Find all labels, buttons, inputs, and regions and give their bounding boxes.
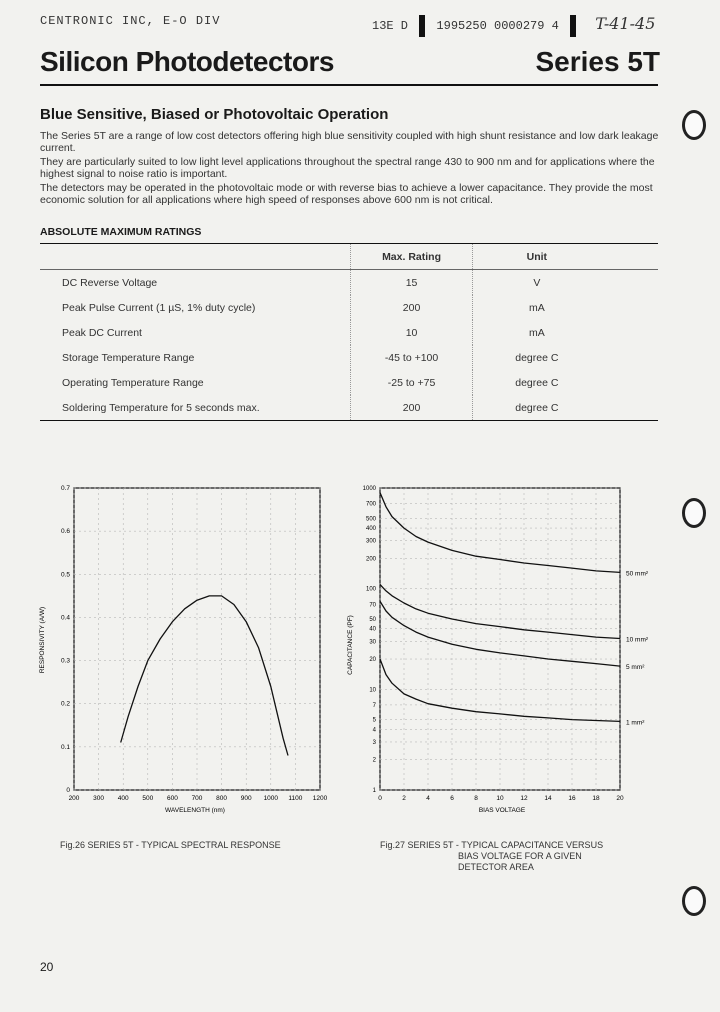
x-tick-label: 2: [402, 795, 406, 802]
y-tick-label: 0.4: [60, 614, 70, 622]
rating-cell: 200: [351, 395, 473, 421]
y-tick-label: 4: [372, 727, 376, 734]
x-tick-label: 6: [450, 795, 454, 802]
table-header-row: [40, 244, 658, 270]
unit-cell: degree C: [472, 395, 601, 421]
table-row: [40, 370, 658, 395]
y-tick-label: 500: [365, 516, 376, 523]
y-tick-label: 30: [369, 639, 376, 646]
x-tick-label: 20: [616, 795, 624, 802]
param-cell: Soldering Temperature for 5 seconds max.: [62, 401, 260, 414]
unit-cell: mA: [472, 320, 601, 345]
y-tick-label: 3: [372, 739, 376, 746]
company-header: CENTRONIC INC, E-O DIV: [40, 14, 221, 28]
x-tick-label: 4: [426, 795, 430, 802]
x-tick-label: 700: [191, 795, 203, 802]
series-label: 1 mm²: [626, 719, 645, 727]
binder-hole: [682, 886, 706, 916]
doc-number: 1995250 0000279 4: [436, 19, 559, 33]
y-tick-label: 7: [372, 702, 376, 709]
handwritten-note: T-41-45: [595, 14, 656, 33]
table-row: [40, 270, 658, 296]
y-tick-label: 2: [372, 757, 376, 764]
y-tick-label: 40: [369, 626, 376, 633]
y-tick-label: 20: [369, 657, 376, 664]
param-cell: DC Reverse Voltage: [62, 276, 158, 289]
document-code: [372, 14, 655, 37]
x-tick-label: 200: [68, 795, 80, 802]
y-tick-label: 0: [66, 787, 70, 794]
y-axis-label: CAPACITANCE (PF): [347, 615, 354, 675]
x-tick-label: 600: [166, 795, 178, 802]
binder-hole: [682, 498, 706, 528]
y-tick-label: 300: [365, 538, 376, 545]
x-tick-label: 8: [474, 795, 478, 802]
y-tick-label: 400: [365, 526, 376, 533]
x-tick-label: 0: [378, 795, 382, 802]
rating-cell: 200: [351, 295, 473, 320]
paragraph: The Series 5T are a range of low cost detectors offering high blue sensitivity coupled with high shunt resistance and low dark leakage current.: [40, 130, 659, 154]
table-header-cell: [40, 244, 351, 270]
series-label: 50 mm²: [626, 570, 649, 578]
paragraph: They are particularly suited to low light level applications throughout the spectral range 430 to 900 nm and for applications where the highest signal to noise ratio is important.: [40, 156, 655, 180]
y-tick-label: 5: [372, 717, 376, 724]
param-cell: Operating Temperature Range: [62, 376, 204, 389]
x-tick-label: 300: [93, 795, 105, 802]
paragraph: The detectors may be operated in the photovoltaic mode or with reverse bias to achieve a lower capacitance. They provide the most economic solution for all applications where high speed of responses above 600 nm is not critical.: [40, 182, 653, 206]
unit-cell: mA: [472, 295, 601, 320]
y-tick-label: 100: [365, 586, 376, 593]
x-tick-label: 10: [496, 795, 504, 802]
x-tick-label: 400: [117, 795, 129, 802]
param-cell: Peak Pulse Current (1 µS, 1% duty cycle): [62, 301, 256, 314]
capacitance-chart: [342, 480, 660, 820]
barcode-mark: [570, 15, 576, 37]
x-tick-label: 1200: [312, 795, 328, 802]
rating-cell: 15: [351, 270, 473, 296]
y-tick-label: 0.3: [60, 657, 70, 665]
series-label: 10 mm²: [626, 636, 649, 644]
ratings-heading: ABSOLUTE MAXIMUM RATINGS: [40, 226, 202, 238]
caption-line: DETECTOR AREA: [458, 862, 534, 872]
rating-cell: 10: [351, 320, 473, 345]
y-tick-label: 200: [365, 556, 376, 563]
caption-line: Fig.27 SERIES 5T - TYPICAL CAPACITANCE VERSUS: [380, 840, 604, 850]
series-label: 5 mm²: [626, 664, 645, 672]
page-number: 20: [40, 960, 54, 974]
param-cell: Storage Temperature Range: [62, 351, 195, 364]
y-tick-label: 700: [365, 501, 376, 508]
series-name: Series 5T: [535, 46, 660, 77]
rating-cell: -25 to +75: [351, 370, 473, 395]
x-tick-label: 1100: [288, 795, 303, 802]
table-row: [40, 295, 658, 320]
title-rule: [40, 84, 658, 86]
x-tick-label: 12: [520, 795, 528, 802]
series-line: [121, 596, 288, 756]
x-axis-label: BIAS VOLTAGE: [478, 807, 526, 814]
y-tick-label: 70: [369, 602, 376, 609]
figure-caption: [380, 840, 603, 873]
y-tick-label: 10: [369, 687, 376, 694]
page-title: Silicon Photodetectors: [40, 46, 334, 77]
binder-hole: [682, 110, 706, 140]
spectral-response-chart: [30, 480, 330, 820]
series-line: [380, 585, 620, 639]
y-tick-label: 0.2: [60, 700, 70, 708]
y-tick-label: 1000: [362, 486, 376, 492]
doc-code-text: 13E D: [372, 19, 409, 33]
unit-cell: V: [472, 270, 601, 296]
x-tick-label: 16: [568, 795, 576, 802]
table-header-cell: Unit: [472, 244, 601, 270]
y-tick-label: 0.6: [60, 528, 70, 536]
table-row: [40, 345, 658, 370]
caption-line: BIAS VOLTAGE FOR A GIVEN: [458, 851, 582, 861]
y-tick-label: 1: [372, 788, 376, 794]
x-tick-label: 1000: [263, 795, 279, 802]
unit-cell: degree C: [472, 345, 601, 370]
x-tick-label: 800: [216, 795, 228, 802]
table-row: [40, 320, 658, 345]
y-tick-label: 0.1: [60, 743, 70, 751]
y-axis-label: RESPONSIVITY (A/W): [39, 606, 46, 674]
ratings-table: [40, 243, 658, 421]
subtitle: Blue Sensitive, Biased or Photovoltaic Operation: [40, 106, 389, 123]
x-tick-label: 14: [544, 795, 552, 802]
y-tick-label: 50: [369, 616, 376, 623]
barcode-mark: [419, 15, 425, 37]
figure-caption: Fig.26 SERIES 5T - TYPICAL SPECTRAL RESPONSE: [60, 840, 281, 850]
x-tick-label: 900: [240, 795, 252, 802]
x-tick-label: 18: [592, 795, 600, 802]
table-row: [40, 395, 658, 421]
unit-cell: degree C: [472, 370, 601, 395]
y-tick-label: 0.5: [60, 571, 70, 579]
y-tick-label: 0.7: [60, 485, 70, 492]
table-spacer: [601, 244, 658, 270]
rating-cell: -45 to +100: [351, 345, 473, 370]
x-axis-label: WAVELENGTH (nm): [165, 807, 225, 814]
x-tick-label: 500: [142, 795, 154, 802]
param-cell: Peak DC Current: [62, 326, 142, 339]
table-header-cell: Max. Rating: [351, 244, 473, 270]
